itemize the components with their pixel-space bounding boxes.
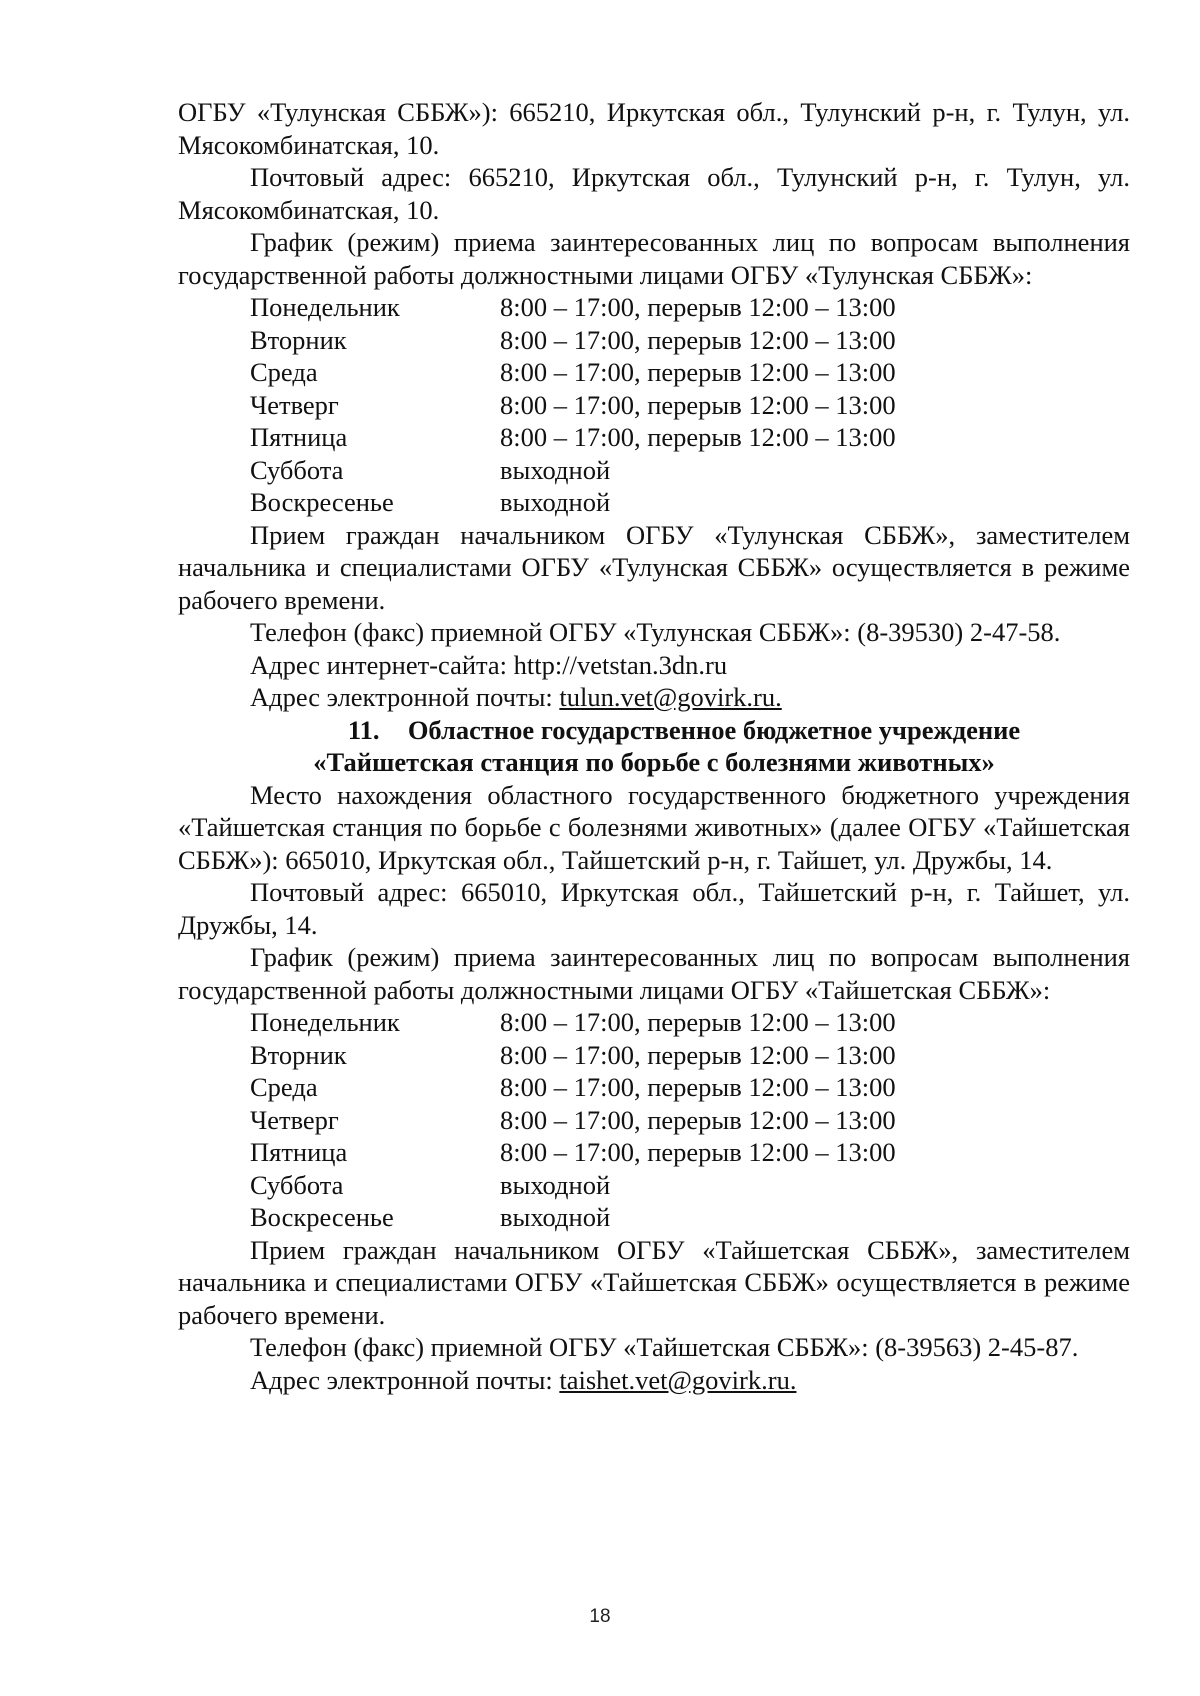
taishet-schedule-intro: График (режим) приема заинтересованных лиц по вопросам выполнения государственной работы должностными лицами ОГБУ «Тайшетская СББЖ»: bbox=[178, 942, 1130, 1005]
taishet-reception-text: Прием граждан начальником ОГБУ «Тайшетская СББЖ», заместителем начальника и специалистами ОГБУ «Тайшетская СББЖ» осуществляется в режиме рабочего времени. bbox=[178, 1234, 1130, 1330]
schedule-row bbox=[178, 291, 1130, 324]
taishet-email-line bbox=[178, 1364, 1130, 1397]
taishet-email-link[interactable]: taishet.vet@govirk.ru. bbox=[559, 1364, 797, 1395]
schedule-time: 8:00 – 17:00, перерыв 12:00 – 13:00 bbox=[500, 1072, 896, 1102]
schedule-day: Вторник bbox=[250, 1039, 347, 1070]
schedule-day: Понедельник bbox=[250, 292, 400, 322]
tulun-email-line bbox=[178, 681, 1130, 714]
schedule-day: Пятница bbox=[250, 1137, 348, 1167]
schedule-row bbox=[178, 1136, 1130, 1169]
schedule-day: Четверг bbox=[250, 1104, 339, 1135]
schedule-day: Четверг bbox=[250, 389, 339, 420]
schedule-day: Воскресенье bbox=[250, 1202, 394, 1232]
schedule-day: Пятница bbox=[250, 422, 348, 452]
schedule-day: Понедельник bbox=[250, 1007, 400, 1037]
taishet-postal-address: Почтовый адрес: 665010, Иркутская обл., Тайшетский р-н, г. Тайшет, ул. Дружбы, 14. bbox=[178, 877, 1130, 940]
tulun-reception-text: Прием граждан начальником ОГБУ «Тулунская СББЖ», заместителем начальника и специалистами ОГБУ «Тулунская СББЖ» осуществляется в режиме рабочего времени. bbox=[178, 519, 1130, 615]
section-title-line1: Областное государственное бюджетное учреждение bbox=[407, 714, 1021, 745]
tulun-postal-address: Почтовый адрес: 665210, Иркутская обл., Тулунский р-н, г. Тулун, ул. Мясокомбинатская, 10. bbox=[178, 162, 1130, 225]
email-label: Адрес электронной почты: bbox=[250, 1364, 560, 1395]
taishet-schedule bbox=[178, 1006, 1130, 1234]
schedule-time: 8:00 – 17:00, перерыв 12:00 – 13:00 bbox=[500, 1104, 896, 1135]
tulun-schedule-intro: График (режим) приема заинтересованных лиц по вопросам выполнения государственной работы должностными лицами ОГБУ «Тулунская СББЖ»: bbox=[178, 227, 1130, 290]
schedule-day: Вторник bbox=[250, 324, 347, 355]
schedule-time: 8:00 – 17:00, перерыв 12:00 – 13:00 bbox=[500, 1007, 896, 1037]
schedule-time: 8:00 – 17:00, перерыв 12:00 – 13:00 bbox=[500, 389, 896, 420]
schedule-time: 8:00 – 17:00, перерыв 12:00 – 13:00 bbox=[500, 324, 896, 355]
schedule-row bbox=[178, 324, 1130, 357]
schedule-time: 8:00 – 17:00, перерыв 12:00 – 13:00 bbox=[500, 1039, 896, 1070]
schedule-row bbox=[178, 1169, 1130, 1202]
tulun-phone: Телефон (факс) приемной ОГБУ «Тулунская СББЖ»: (8-39530) 2-47-58. bbox=[250, 617, 1061, 647]
schedule-time: выходной bbox=[500, 454, 611, 485]
tulun-website: Адрес интернет-сайта: http://vetstan.3dn.ru bbox=[250, 649, 728, 680]
schedule-row bbox=[178, 1201, 1130, 1234]
section-11-heading-line2: «Тайшетская станция по борьбе с болезнями животных» bbox=[313, 747, 995, 777]
schedule-day: Среда bbox=[250, 357, 318, 387]
schedule-row bbox=[178, 421, 1130, 454]
email-label: Адрес электронной почты: bbox=[250, 682, 560, 712]
schedule-time: 8:00 – 17:00, перерыв 12:00 – 13:00 bbox=[500, 422, 896, 452]
schedule-row bbox=[178, 454, 1130, 487]
tulun-schedule bbox=[178, 291, 1130, 519]
schedule-row bbox=[178, 486, 1130, 519]
schedule-day: Среда bbox=[250, 1072, 318, 1102]
page-number: 18 bbox=[589, 1606, 611, 1627]
schedule-row bbox=[178, 1006, 1130, 1039]
section-11-heading-line1 bbox=[178, 714, 1130, 747]
schedule-day: Суббота bbox=[250, 454, 344, 485]
schedule-day: Суббота bbox=[250, 1169, 344, 1200]
schedule-time: выходной bbox=[500, 487, 611, 517]
page-content bbox=[178, 96, 1130, 1396]
schedule-time: 8:00 – 17:00, перерыв 12:00 – 13:00 bbox=[500, 357, 896, 387]
schedule-row bbox=[178, 389, 1130, 422]
schedule-time: выходной bbox=[500, 1169, 611, 1200]
schedule-row bbox=[178, 1071, 1130, 1104]
schedule-row bbox=[178, 1039, 1130, 1072]
schedule-row bbox=[178, 1104, 1130, 1137]
schedule-day: Воскресенье bbox=[250, 487, 394, 517]
schedule-time: 8:00 – 17:00, перерыв 12:00 – 13:00 bbox=[500, 292, 896, 322]
tulun-email-link[interactable]: tulun.vet@govirk.ru. bbox=[559, 682, 782, 712]
section-number: 11. bbox=[347, 714, 380, 745]
taishet-phone: Телефон (факс) приемной ОГБУ «Тайшетская СББЖ»: (8-39563) 2-45-87. bbox=[250, 1332, 1079, 1362]
taishet-location: Место нахождения областного государственного бюджетного учреждения «Тайшетская станция по борьбе с болезнями животных» (далее ОГБУ «Тайшетская СББЖ»): 665010, Иркутская обл., Тайшетский р-н, г. Тайшет, ул. Дружбы, 14. bbox=[178, 779, 1130, 875]
schedule-time: 8:00 – 17:00, перерыв 12:00 – 13:00 bbox=[500, 1137, 896, 1167]
schedule-time: выходной bbox=[500, 1202, 611, 1232]
schedule-row bbox=[178, 356, 1130, 389]
tulun-intro-line: ОГБУ «Тулунская СББЖ»): 665210, Иркутская обл., Тулунский р-н, г. Тулун, ул. Мясокомбинатская, 10. bbox=[178, 97, 1130, 160]
